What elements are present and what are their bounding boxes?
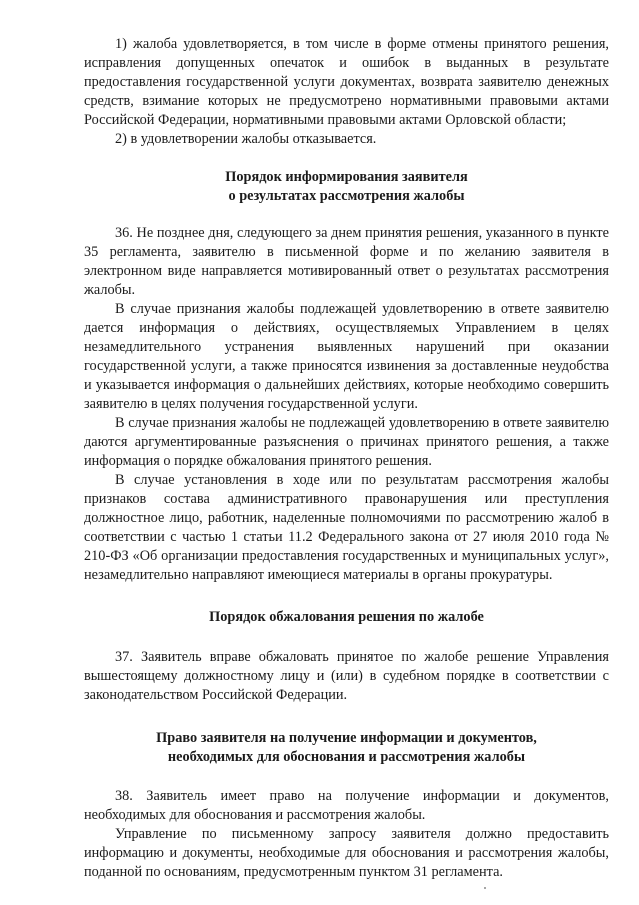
paragraph-37: 37. Заявитель вправе обжаловать принятое по жалобе решение Управления вышестоящему должностному лицу и (или) в судебном порядке в соответствии с законодательством Российской Федерации. — [84, 649, 609, 703]
section-heading-informing — [84, 168, 609, 206]
list-item-2: 2) в удовлетворении жалобы отказывается. — [115, 131, 377, 147]
section-heading-appeal — [84, 608, 609, 627]
heading-line-1: Право заявителя на получение информации и документов, — [156, 730, 537, 746]
paragraph-38-request: Управление по письменному запросу заявителя должно предоставить информацию и документы, необходимые для обоснования и рассмотрения жалобы, поданной по основаниям, предусмотренным пунктом 31 регламента. — [84, 826, 609, 880]
heading-line-2: о результатах рассмотрения жалобы — [228, 188, 465, 204]
section-heading-rights — [84, 729, 609, 767]
heading-line-1: Порядок информирования заявителя — [225, 169, 468, 185]
paragraph-36: 36. Не позднее дня, следующего за днем принятия решения, указанного в пункте 35 регламента, заявителю в письменной форме и по желанию заявителя в электронном виде направляется мотивированный ответ о результатах рассмотрения жалобы. — [84, 225, 609, 298]
heading-line-2: необходимых для обоснования и рассмотрения жалобы — [167, 749, 526, 765]
scan-speck — [484, 887, 486, 889]
list-item-1: 1) жалоба удовлетворяется, в том числе в форме отмены принятого решения, исправления допущенных опечаток и ошибок в выданных в результате предоставления государственной услуги документах, возврата заявителю денежных средств, взимание которых не предусмотрено нормативными правовыми актами Российской Федерации, нормативными правовыми актами Орловской области; — [84, 36, 609, 128]
paragraph-36-approved: В случае признания жалобы подлежащей удовлетворению в ответе заявителю дается информация о действиях, осуществляемых Управлением в целях незамедлительного устранения выявленных нарушений при оказании государственной услуги, а также приносятся извинения за доставленные неудобства и указывается информация о дальнейших действиях, которые необходимо совершить заявителю в целях получения государственной услуги. — [84, 301, 609, 412]
paragraph-36-violation: В случае установления в ходе или по результатам рассмотрения жалобы признаков состава административного правонарушения или преступления должностное лицо, работник, наделенные полномочиями по рассмотрению жалоб в соответствии с частью 1 статьи 11.2 Федерального закона от 27 июля 2010 года № 210-ФЗ «Об организации предоставления государственных и муниципальных услуг», незамедлительно направляют имеющиеся материалы в органы прокуратуры. — [84, 472, 609, 583]
paragraph-36-rejected: В случае признания жалобы не подлежащей удовлетворению в ответе заявителю даются аргументированные разъяснения о причинах принятого решения, а также информация о порядке обжалования принятого решения. — [84, 415, 609, 469]
heading-line: Порядок обжалования решения по жалобе — [209, 609, 484, 625]
paragraph-38: 38. Заявитель имеет право на получение информации и документов, необходимых для обоснования и рассмотрения жалобы. — [84, 788, 609, 823]
